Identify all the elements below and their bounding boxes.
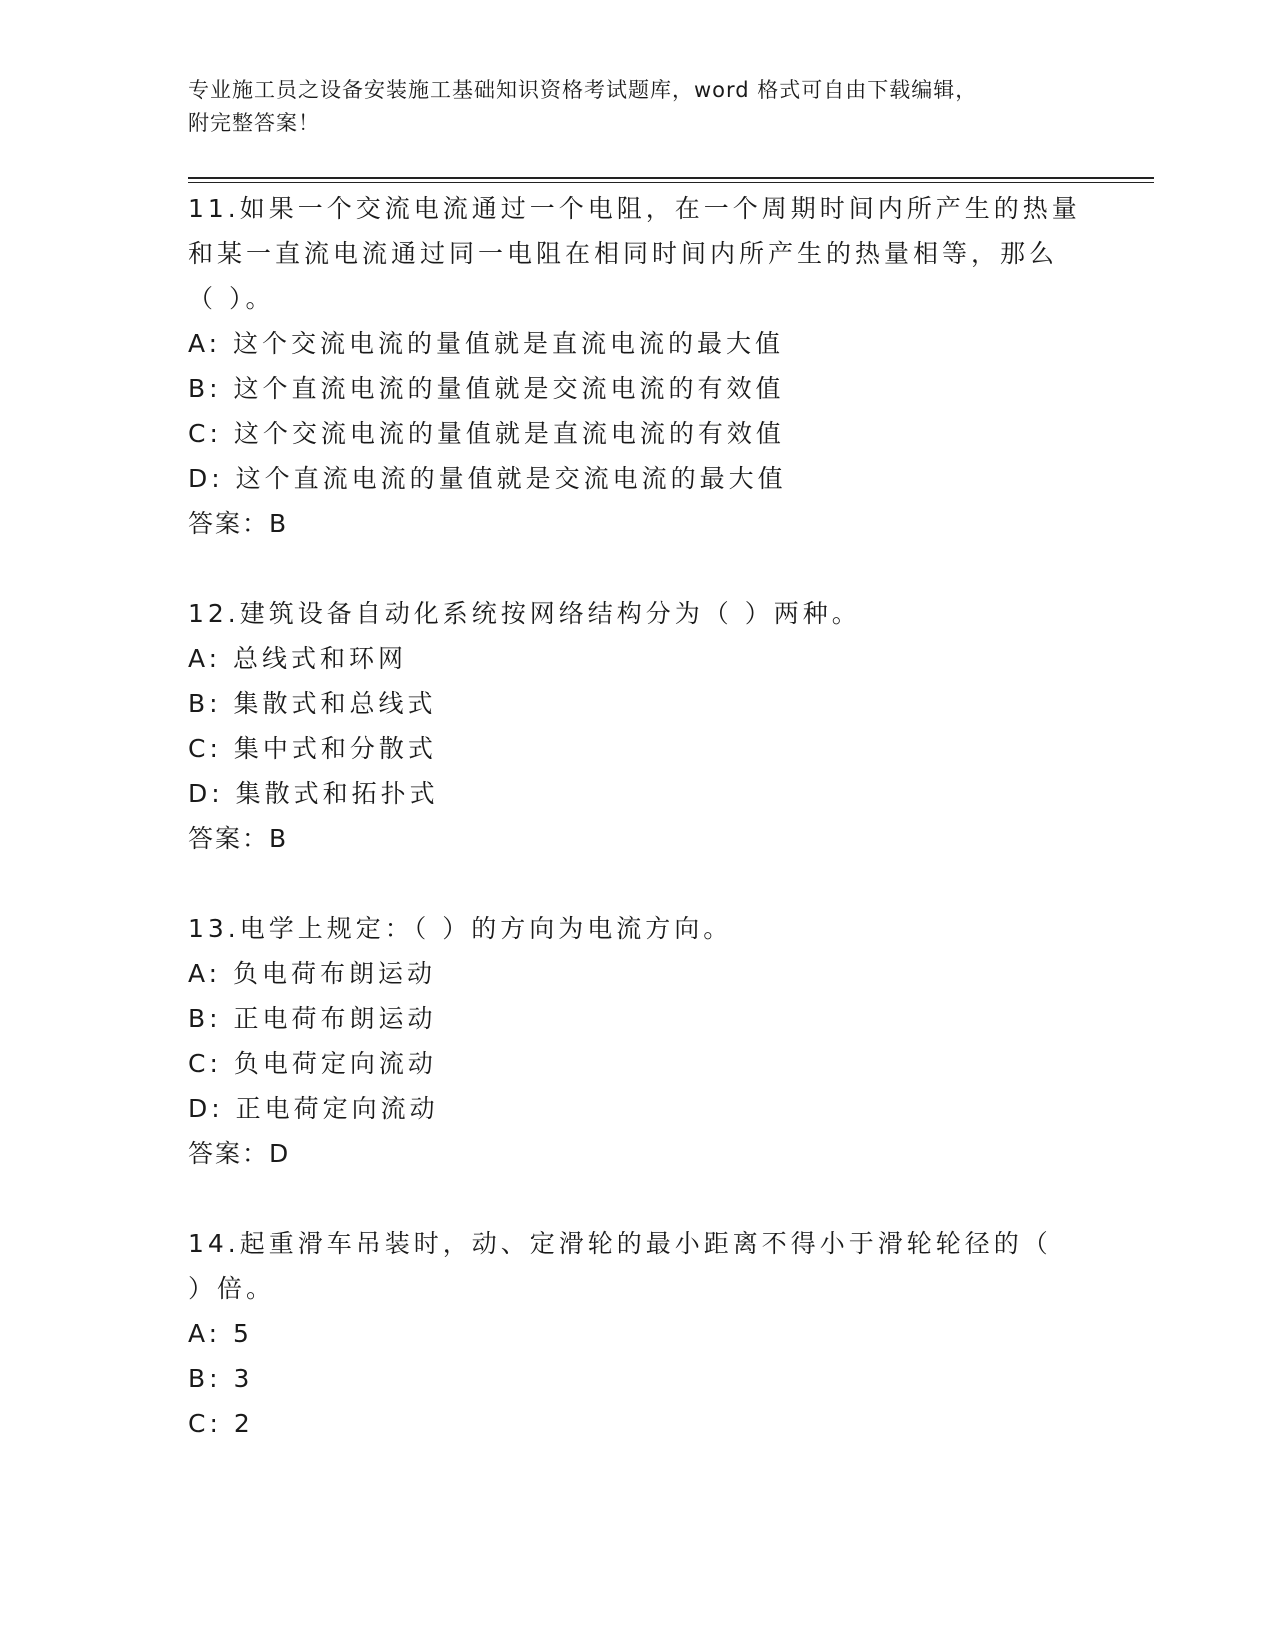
option-c: C: 2 (188, 1409, 254, 1438)
option-a: A: 5 (188, 1319, 253, 1348)
spacer (188, 1176, 1088, 1221)
answer: 答案：B (188, 824, 289, 853)
option-b: B: 3 (188, 1364, 254, 1393)
header-divider (188, 177, 1154, 183)
header-line: 附完整答案！ (188, 111, 320, 135)
answer: 答案：D (188, 1139, 291, 1168)
question-13 (188, 906, 1088, 1176)
question-11 (188, 186, 1088, 546)
question-stem: （ ）。 (188, 284, 275, 313)
option-c: C: 集中式和分散式 (188, 734, 437, 763)
option-a: A: 负电荷布朗运动 (188, 959, 437, 988)
question-stem: 14.起重滑车吊装时，动、定滑轮的最小距离不得小于滑轮轮径的（ (188, 1229, 1052, 1258)
question-stem: 和某一直流电流通过同一电阻在相同时间内所产生的热量相等，那么 (188, 239, 1059, 268)
question-stem: 12.建筑设备自动化系统按网络结构分为（ ）两种。 (188, 599, 861, 628)
option-a: A: 这个交流电流的量值就是直流电流的最大值 (188, 329, 785, 358)
option-c: C: 这个交流电流的量值就是直流电流的有效值 (188, 419, 785, 448)
option-a: A: 总线式和环网 (188, 644, 408, 673)
header-line: 专业施工员之设备安装施工基础知识资格考试题库，word 格式可自由下载编辑， (188, 78, 978, 102)
question-stem: ）倍。 (188, 1274, 276, 1303)
question-list (188, 186, 1088, 1446)
question-12 (188, 591, 1088, 861)
option-c: C: 负电荷定向流动 (188, 1049, 437, 1078)
spacer (188, 861, 1088, 906)
option-d: D: 这个直流电流的量值就是交流电流的最大值 (188, 464, 787, 493)
question-stem: 11.如果一个交流电流通过一个电阻，在一个周期时间内所产生的热量 (188, 194, 1081, 223)
option-b: B: 集散式和总线式 (188, 689, 437, 718)
answer: 答案：B (188, 509, 289, 538)
option-d: D: 正电荷定向流动 (188, 1094, 439, 1123)
option-b: B: 这个直流电流的量值就是交流电流的有效值 (188, 374, 785, 403)
option-d: D: 集散式和拓扑式 (188, 779, 439, 808)
spacer (188, 546, 1088, 591)
option-b: B: 正电荷布朗运动 (188, 1004, 437, 1033)
question-stem: 13.电学上规定：（ ）的方向为电流方向。 (188, 914, 733, 943)
question-14 (188, 1221, 1088, 1446)
document-header (188, 74, 1088, 140)
